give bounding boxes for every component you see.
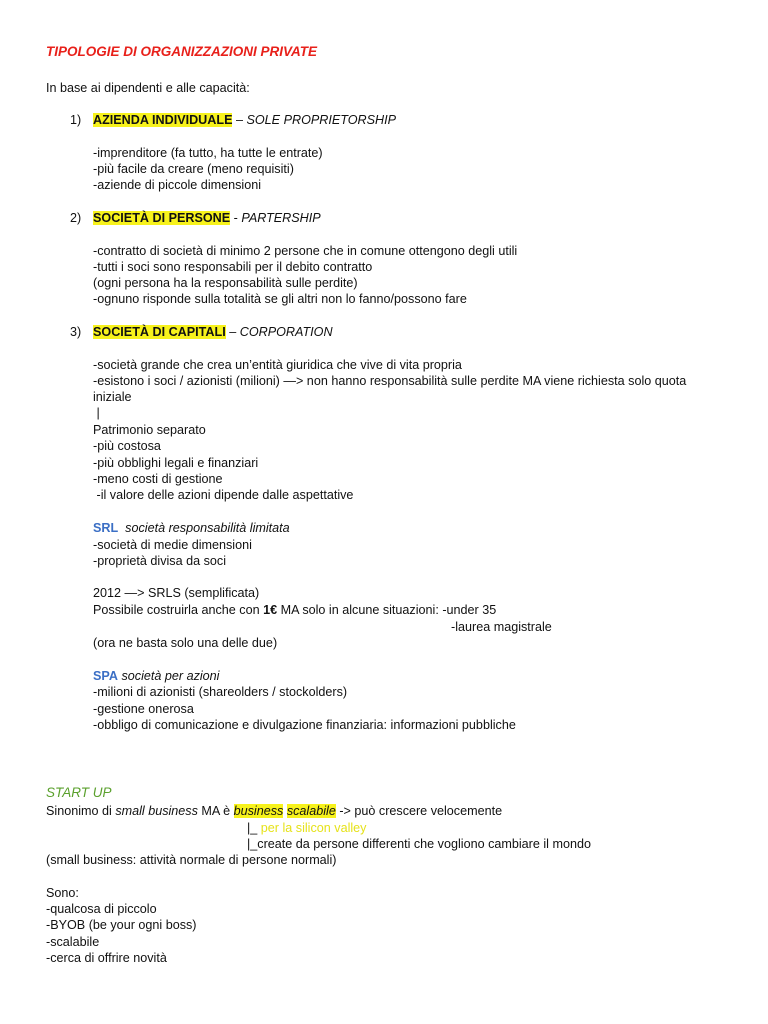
section-2-number: 2) bbox=[70, 211, 82, 225]
startup-branch-1-marker: |_ bbox=[247, 821, 261, 835]
section-3-heading bbox=[93, 324, 333, 340]
document-title: TIPOLOGIE DI ORGANIZZAZIONI PRIVATE bbox=[46, 44, 318, 59]
startup-sono: Sono: bbox=[46, 886, 79, 900]
section-3-english: CORPORATION bbox=[239, 325, 333, 339]
section-3-sep: – bbox=[225, 325, 240, 339]
srls-line: 2012 —> SRLS (semplificata) bbox=[93, 586, 260, 600]
startup-item: -BYOB (be your ogni boss) bbox=[46, 918, 197, 932]
spa-line: -gestione onerosa bbox=[93, 702, 194, 716]
section-3-line: -il valore delle azioni dipende dalle aspettative bbox=[93, 488, 354, 502]
section-3-line: -società grande che crea un’entità giuridica che vive di vita propria bbox=[93, 358, 462, 372]
intro-text: In base ai dipendenti e alle capacità: bbox=[46, 81, 250, 95]
section-3-line: iniziale bbox=[93, 390, 132, 404]
startup-syn-a: Sinonimo di bbox=[46, 804, 116, 818]
section-1-line: -più facile da creare (meno requisiti) bbox=[93, 162, 294, 176]
section-1-line: -aziende di piccole dimensioni bbox=[93, 178, 262, 192]
startup-item: -scalabile bbox=[46, 935, 100, 949]
section-2-name: SOCIETÀ DI PERSONE bbox=[93, 211, 231, 225]
section-2-line: -tutti i soci sono responsabili per il debito contratto bbox=[93, 260, 373, 274]
section-3-name: SOCIETÀ DI CAPITALI bbox=[93, 325, 226, 339]
section-3-line: -esistono i soci / azionisti (milioni) —> non hanno responsabilità sulle perdite MA viene richiesta solo quota bbox=[93, 374, 687, 388]
section-1-heading bbox=[93, 112, 396, 128]
srl-line: -società di medie dimensioni bbox=[93, 538, 252, 552]
srl-possibile-c: MA solo in alcune situazioni: -under 35 bbox=[277, 603, 497, 617]
startup-syn-scalabile: scalabile bbox=[286, 804, 336, 818]
startup-syn-small-business: small business bbox=[115, 804, 198, 818]
startup-item: -qualcosa di piccolo bbox=[46, 902, 157, 916]
startup-item: -cerca di offrire novità bbox=[46, 951, 167, 965]
spa-line: -obbligo di comunicazione e divulgazione finanziaria: informazioni pubbliche bbox=[93, 718, 516, 732]
spa-heading bbox=[93, 668, 219, 684]
section-2-line: (ogni persona ha la responsabilità sulle perdite) bbox=[93, 276, 358, 290]
section-1-english: SOLE PROPRIETORSHIP bbox=[246, 113, 397, 127]
srl-laurea: -laurea magistrale bbox=[451, 620, 552, 634]
srl-note: (ora ne basta solo una delle due) bbox=[93, 636, 278, 650]
section-1-line: -imprenditore (fa tutto, ha tutte le entrate) bbox=[93, 146, 323, 160]
srl-heading bbox=[93, 520, 290, 536]
section-1-number: 1) bbox=[70, 113, 82, 127]
spa-desc: società per azioni bbox=[117, 669, 220, 683]
startup-heading: START UP bbox=[46, 785, 112, 800]
startup-note: (small business: attività normale di persone normali) bbox=[46, 853, 337, 867]
startup-syn-g: -> può crescere velocemente bbox=[335, 804, 503, 818]
section-2-line: -ognuno risponde sulla totalità se gli altri non lo fanno/possono fare bbox=[93, 292, 467, 306]
section-3-line: -più obblighi legali e finanziari bbox=[93, 456, 259, 470]
srl-line: -proprietà divisa da soci bbox=[93, 554, 226, 568]
srl-abbr: SRL bbox=[93, 521, 119, 535]
section-2-line: -contratto di società di minimo 2 persone che in comune ottengono degli utili bbox=[93, 244, 518, 258]
section-2-english: PARTERSHIP bbox=[241, 211, 321, 225]
section-2-heading bbox=[93, 210, 321, 226]
srl-possibile-line bbox=[93, 602, 496, 618]
spa-abbr: SPA bbox=[93, 669, 118, 683]
startup-syn-c: MA è bbox=[197, 804, 234, 818]
startup-syn-business: business bbox=[233, 804, 284, 818]
section-3-line: | bbox=[93, 406, 100, 420]
section-1-sep: – bbox=[232, 113, 247, 127]
section-3-number: 3) bbox=[70, 325, 82, 339]
srl-possibile-euro: 1€ bbox=[263, 603, 278, 617]
section-3-line: -meno costi di gestione bbox=[93, 472, 223, 486]
section-1-name: AZIENDA INDIVIDUALE bbox=[93, 113, 233, 127]
startup-branch-1 bbox=[247, 820, 366, 836]
section-3-line: -più costosa bbox=[93, 439, 161, 453]
srl-possibile-a: Possibile costruirla anche con bbox=[93, 603, 264, 617]
srl-desc: società responsabilità limitata bbox=[118, 521, 290, 535]
section-2-sep: - bbox=[230, 211, 242, 225]
section-3-line: Patrimonio separato bbox=[93, 423, 206, 437]
startup-branch-1-text: per la silicon valley bbox=[260, 821, 367, 835]
startup-branch-2: |_create da persone differenti che vogliono cambiare il mondo bbox=[247, 837, 591, 851]
startup-synonym-line bbox=[46, 803, 502, 819]
spa-line: -milioni di azionisti (shareolders / stockolders) bbox=[93, 685, 348, 699]
